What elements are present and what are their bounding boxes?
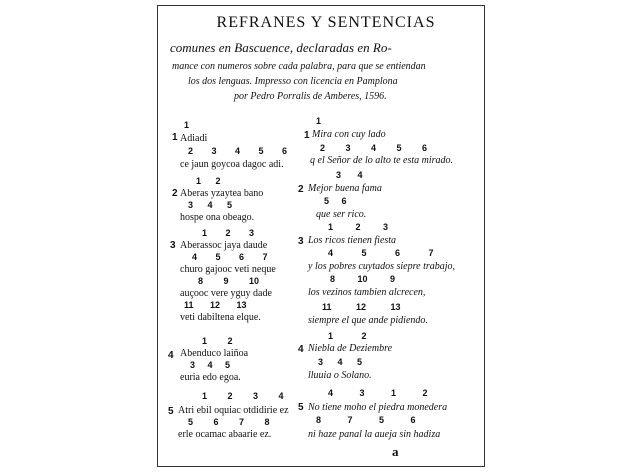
word-numbers: 2 3 4 5 6 — [188, 146, 288, 156]
subtitle-line-1: comunes en Bascuence, declaradas en Ro- — [170, 40, 392, 55]
word-numbers: 1 2 3 — [328, 222, 389, 232]
proverb-number: 3 — [170, 240, 176, 251]
proverb-line: siempre el que ande pidiendo. — [308, 315, 428, 326]
word-numbers: 3 4 5 — [190, 360, 231, 370]
proverb-line: euria edo egoa. — [180, 372, 241, 383]
proverb-number: 5 — [298, 402, 304, 413]
proverb-line: auçooc vere yguy dade — [180, 288, 272, 299]
word-numbers: 1 2 3 4 — [202, 391, 284, 401]
book-page — [157, 5, 485, 467]
subtitle-line-4: por Pedro Porralis de Amberes, 1596. — [234, 91, 387, 102]
word-numbers: 1 2 — [196, 176, 221, 186]
proverb-line: Mejor buena fama — [308, 183, 382, 194]
proverb-line: Mira con cuy lado — [312, 129, 386, 140]
proverb-line: Aberas yzaytea bano — [180, 188, 264, 199]
word-numbers: 4 3 1 2 — [328, 388, 428, 398]
proverb-line: Los ricos tienen fiesta — [308, 235, 397, 246]
proverb-line: q el Señor de lo alto te esta mirado. — [310, 155, 454, 166]
proverb-line: Aberassoc jaya daude — [180, 240, 268, 251]
proverb-number: 5 — [168, 406, 174, 417]
word-numbers: 8 10 9 — [330, 274, 396, 284]
word-numbers: 3 4 — [336, 170, 363, 180]
word-numbers: 11 12 13 — [322, 302, 401, 312]
word-numbers: 3 4 5 — [318, 357, 363, 367]
subtitle-line-2: mance con numeros sobre cada palabra, para que se entiendan — [172, 61, 426, 72]
word-numbers: 5 6 7 8 — [188, 417, 270, 427]
proverb-line: los vezinos tambien alcrecen, — [308, 287, 426, 298]
word-numbers: 1 2 3 — [202, 228, 255, 238]
word-numbers: 1 — [184, 120, 190, 130]
word-numbers: 1 2 — [202, 336, 233, 346]
word-numbers: 4 5 6 7 — [328, 248, 434, 258]
proverb-number: 3 — [298, 236, 304, 247]
proverb-number: 1 — [172, 132, 178, 143]
proverb-line: Abenduco laiñoa — [180, 348, 249, 359]
word-numbers: 4 5 6 7 — [192, 252, 268, 262]
word-numbers: 2 3 4 5 6 — [320, 143, 428, 153]
proverb-number: 2 — [298, 184, 304, 195]
proverb-number: 4 — [168, 350, 174, 361]
word-numbers: 1 — [316, 116, 322, 126]
word-numbers: 8 9 10 — [198, 276, 260, 286]
proverb-line: Niebla de Deziembre — [308, 343, 393, 354]
word-numbers: 3 4 5 — [188, 200, 233, 210]
page-title: REFRANES Y SENTENCIAS — [216, 14, 436, 31]
proverb-line: veti dabiltena elque. — [180, 312, 261, 323]
proverb-line: erle ocamac abaarie ez. — [178, 429, 272, 440]
proverb-line: churo gajooc veti neque — [180, 264, 276, 275]
proverb-line: ce jaun goycoa dagoc adi. — [180, 159, 284, 170]
proverb-line: Adiadi — [180, 133, 208, 144]
word-numbers: 5 6 — [324, 196, 347, 206]
proverb-line: que ser rico. — [316, 209, 367, 220]
proverb-number: 2 — [172, 188, 178, 199]
word-numbers: 1 2 — [328, 331, 367, 341]
proverb-number: 4 — [298, 344, 304, 355]
signature-mark: a — [392, 444, 399, 459]
proverb-line: ni haze panal la aueja sin hadiza — [308, 429, 441, 440]
proverb-line: lluuia o Solano. — [308, 370, 372, 381]
proverb-number: 1 — [304, 130, 310, 141]
proverb-line: y los pobres cuytados siepre trabajo, — [308, 261, 456, 272]
word-numbers: 11 12 13 — [184, 300, 247, 310]
proverb-line: Atri ebil oquiac otdidirie ez — [178, 405, 289, 416]
proverb-line: hospe ona obeago. — [180, 212, 255, 223]
subtitle-line-3: los dos lenguas. Impresso con licencia en Pamplona — [188, 76, 398, 87]
word-numbers: 8 7 5 6 — [316, 415, 416, 425]
proverb-line: No tiene moho el piedra monedera — [308, 402, 448, 413]
